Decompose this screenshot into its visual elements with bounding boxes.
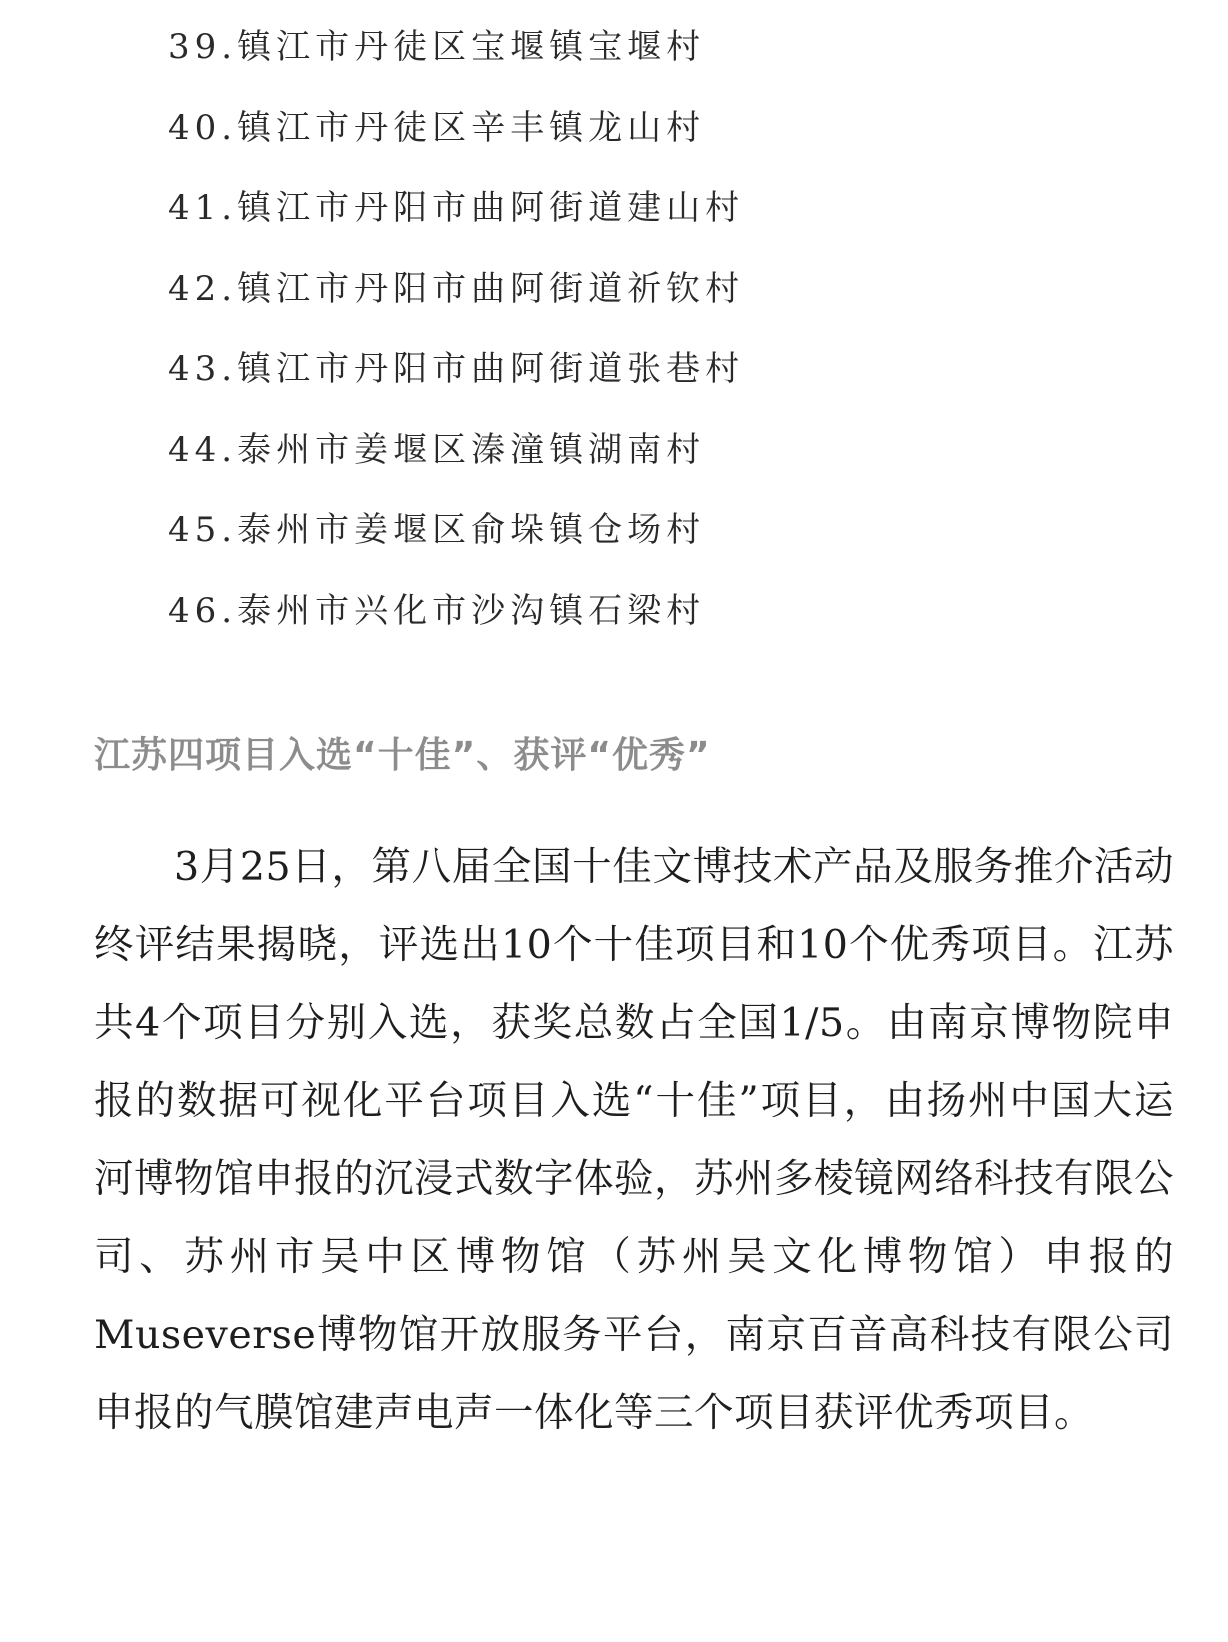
section-heading: 江苏四项目入选“十佳”、获评“优秀”: [94, 735, 711, 776]
list-item: 41.镇江市丹阳市曲阿街道建山村: [168, 188, 745, 228]
list-item: 44.泰州市姜堰区溱潼镇湖南村: [168, 429, 706, 470]
list-item: 39.镇江市丹徒区宝堰镇宝堰村: [168, 27, 706, 67]
article-paragraph: 3月25日，第八届全国十佳文博技术产品及服务推介活动终评结果揭晓，评选出10个十佳项目和10个优秀项目。江苏共4个项目分别入选，获奖总数占全国1/5。由南京博物院申报的数据可视化平台项目入选“十佳”项目，由扬州中国大运河博物馆申报的沉浸式数字体验，苏州多棱镜网络科技有限公司、苏州市吴中区博物馆（苏州吴文化博物馆）申报的Museverse博物馆开放服务平台，南京百音高科技有限公司申报的气膜馆建声电声一体化等三个项目获评优秀项目。: [94, 844, 1174, 1436]
list-item: 43.镇江市丹阳市曲阿街道张巷村: [168, 349, 745, 389]
village-list: [168, 20, 868, 664]
list-item: 46.泰州市兴化市沙沟镇石梁村: [168, 590, 706, 631]
list-item: 42.镇江市丹阳市曲阿街道祈钦村: [168, 268, 745, 309]
list-item: 40.镇江市丹徒区辛丰镇龙山村: [168, 107, 706, 148]
list-item: 45.泰州市姜堰区俞垛镇仓场村: [168, 510, 706, 550]
